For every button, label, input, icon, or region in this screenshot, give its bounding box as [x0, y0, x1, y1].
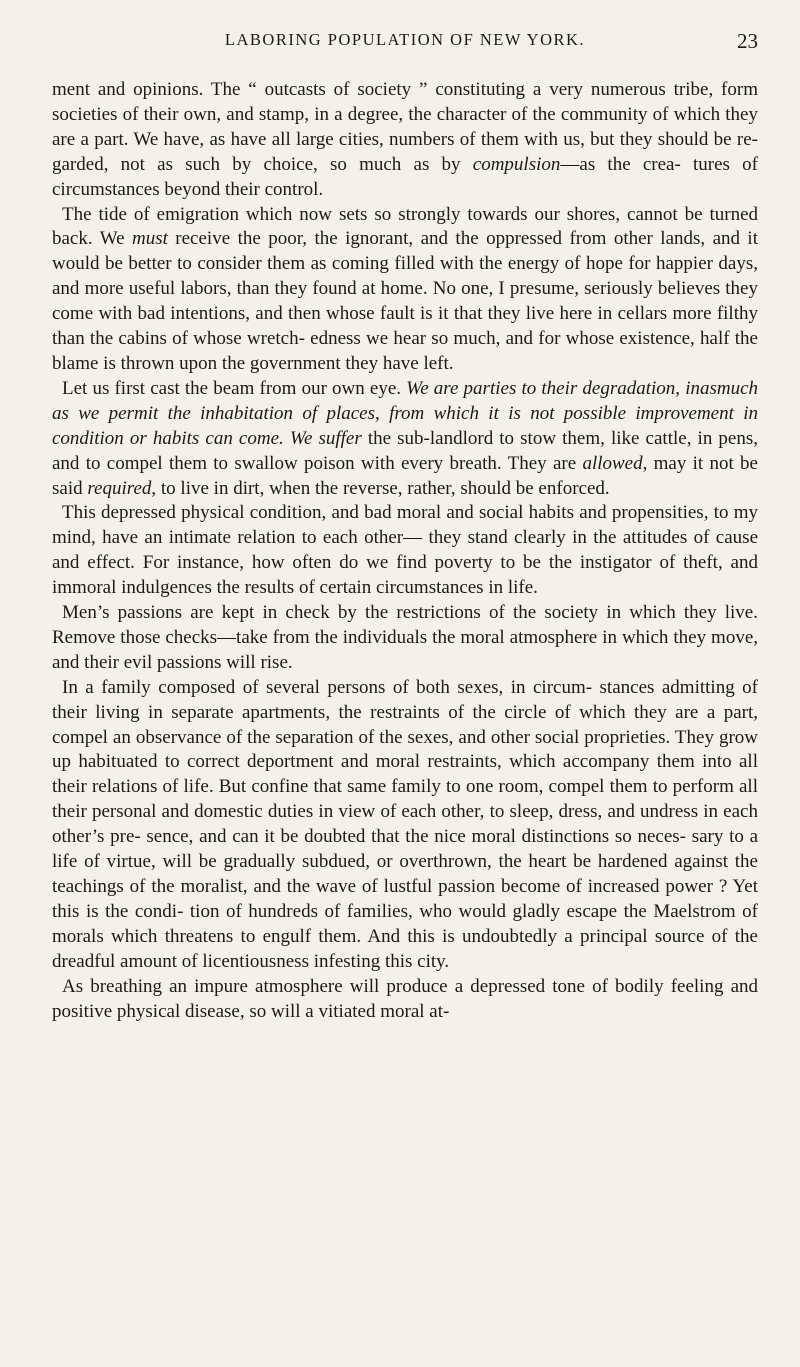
italic-text: inasmuch as we permit the inhabitation of places	[52, 377, 759, 424]
paragraph	[52, 203, 758, 377]
italic-text: must	[131, 228, 168, 250]
text-run: ,	[675, 377, 686, 399]
page-header	[52, 30, 758, 52]
text-run: Men’s passions are kept in check by the restrictions of the society in which they live. Remove those checks—take from the individuals the moral atmosphere in which they move, and their evil passions will rise.	[52, 602, 758, 673]
text-run: The tide of emigration which now sets so strongly towards our shores, cannot be turned back. We	[52, 203, 758, 250]
paragraph	[52, 377, 758, 502]
page-number: 23	[737, 29, 758, 53]
text-run: ment and opinions. The “ outcasts of society ” constituting a very numerous tribe, form societies of their own, and stamp, in a degree, the character of the community of which they are a part. We have, as have all large cities, numbers of them with us, but they should be re- garded, not as such by choice, so much as by	[52, 79, 758, 175]
text-run: receive the poor, the ignorant, and the oppressed from other lands, and it would be better to consider them as coming filled with the energy of hope for happier days, and more useful labors, than they found at home. No one, I presume, seriously believes they come with bad intentions, and then whose fault is it that they live here in cellars more filthy than the cabins of whose wretch- edness we hear so much, and for whose existence, half the blame is thrown upon the government they have left.	[52, 228, 758, 374]
paragraph	[52, 78, 758, 203]
italic-text: from which it is not possible improvement in condition or habits can come. We suffer	[52, 402, 758, 449]
italic-text: We are parties to their degradation	[406, 377, 676, 399]
text-run: , may it not be said	[52, 452, 758, 499]
text-run: This depressed physical condition, and bad moral and social habits and propensities, to my mind, have an intimate relation to each other— they stand clearly in the attitudes of cause and effect. For instance, how often do we find poverty to be the instigator of theft, and immoral indulgences the results of certain circumstances in life.	[52, 502, 758, 599]
text-run: Let us first cast the beam from our own eye.	[62, 377, 407, 399]
body-text	[52, 78, 758, 1024]
text-run: As breathing an impure atmosphere will produce a depressed tone of bodily feeling and positive physical disease, so will a vitiated moral at-	[52, 975, 758, 1022]
text-run: , to live in dirt, when the reverse, rather, should be enforced.	[151, 477, 610, 499]
text-run: —as the crea- tures of circumstances beyond their control.	[52, 153, 758, 200]
paragraph	[52, 501, 758, 601]
italic-text: required	[87, 477, 152, 499]
paragraph	[52, 601, 758, 676]
running-head: LABORING POPULATION OF NEW YORK.	[224, 30, 586, 49]
text-run: ,	[375, 402, 390, 424]
italic-text: compulsion	[472, 153, 561, 175]
paragraph	[52, 975, 758, 1025]
paragraph	[52, 676, 758, 975]
text-run: In a family composed of several persons of both sexes, in circum- stances admitting of their living in separate apartments, the restraints of the circle of which they are a part, compel an observance of the separation of the sexes, and other social proprieties. They grow up habituated to correct deportment and moral restraints, which accompany them into all their relations of life. But confine that same family to one room, compel them to perform all their personal and domestic duties in view of each other, to sleep, dress, and undress in each other’s pre- sence, and can it be doubted that the nice moral distinctions so neces- sary to a life of virtue, will be gradually subdued, or overthrown, the heart be hardened against the teachings of the moralist, and the wave of lustful passion become of increased power ? Yet this is the condi- tion of hundreds of families, who would gladly escape the Maelstrom of morals which threatens to engulf them. And this is undoubtedly a principal source of the dreadful amount of licentiousness infesting this city.	[52, 676, 758, 972]
text-run: the sub-landlord to stow them, like cattle, in pens, and to compel them to swallow poison with every breath. They are	[52, 427, 758, 474]
italic-text: allowed	[582, 452, 643, 474]
